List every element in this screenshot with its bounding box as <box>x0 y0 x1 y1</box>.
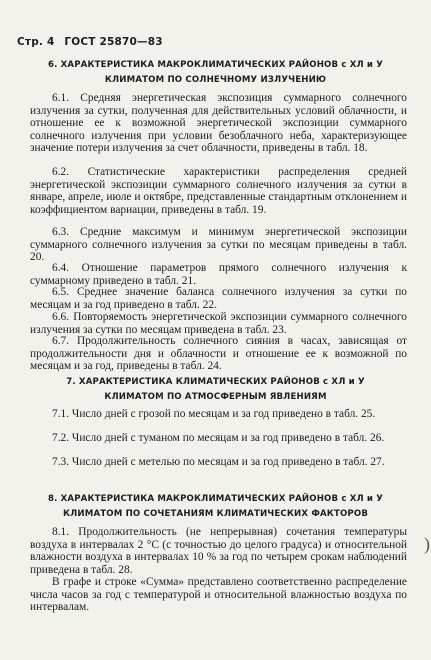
paragraph-6-3: 6.3. Средние максимум и минимум энергетической экспозиции суммарного солнечного излучения за сутки по месяцам приведены в табл. 20. <box>30 226 407 264</box>
paragraph-7-2: 7.2. Число дней с туманом по месяцам и за год приведено в табл. 26. <box>52 432 385 444</box>
section-6-heading <box>20 58 411 88</box>
section-8-heading-line2: КЛИМАТОМ ПО СОЧЕТАНИЯМ КЛИМАТИЧЕСКИХ ФАКТОРОВ <box>62 509 369 519</box>
section-7-heading-line2: КЛИМАТОМ ПО АТМОСФЕРНЫМ ЯВЛЕНИЯМ <box>104 392 327 402</box>
margin-scan-mark: ) <box>424 534 430 554</box>
page-header <box>17 36 169 48</box>
paragraph-8-1: 8.1. Продолжительность (не непрерывная) сочетания температуры воздуха в интервалах 2 °С (с точностью до целого градуса) и относительной влажности воздуха в интервалах 10 % за год по четырем срокам наблюдений приведена в табл. 28. <box>30 526 407 576</box>
paragraph-6-6: 6.6. Повторяемость энергетической экспозиции суммарного солнечного излучения за сутки по месяцам приведена в табл. 23. <box>30 311 407 336</box>
standard-code: ГОСТ 25870—83 <box>64 36 163 48</box>
paragraph-6-4: 6.4. Отношение параметров прямого солнечного излучения к суммарному приведено в табл. 21. <box>30 262 407 287</box>
section-8-heading-line1: 8. ХАРАКТЕРИСТИКА МАКРОКЛИМАТИЧЕСКИХ РАЙОНОВ с ХЛ и У <box>47 494 384 504</box>
section-7-heading <box>20 375 411 405</box>
section-6-heading-line1: 6. ХАРАКТЕРИСТИКА МАКРОКЛИМАТИЧЕСКИХ РАЙОНОВ с ХЛ и У <box>47 60 384 70</box>
section-6-heading-line2: КЛИМАТОМ ПО СОЛНЕЧНОМУ ИЗЛУЧЕНИЮ <box>104 75 327 85</box>
paragraph-6-1: 6.1. Средняя энергетическая экспозиция суммарного солнечного излучения за сутки, полученная для действительных условий облачности, и отношение ее к возможной энергетической экспозиции суммарного солнечного излучения при условии безоблачного неба, характеризующее значение потери излучения за счет облачности, приведены в табл. 18. <box>30 92 407 155</box>
paragraph-6-2: 6.2. Статистические характеристики распределения средней энергетической экспозиции суммарного солнечного излучения за сутки в январе, апреле, июле и октябре, представленные стандартным отклонением и коэффициентом вариации, приведены в табл. 19. <box>30 166 407 216</box>
paragraph-6-7: 6.7. Продолжительность солнечного сияния в часах, зависящая от продолжительности дня и облачности и отношение ее к возможной по месяцам и за год, приведены в табл. 24. <box>30 335 407 373</box>
page-number: Стр. 4 <box>17 36 55 48</box>
paragraph-7-1: 7.1. Число дней с грозой по месяцам и за год приведено в табл. 25. <box>52 408 376 420</box>
section-7-heading-line1: 7. ХАРАКТЕРИСТИКА КЛИМАТИЧЕСКИХ РАЙОНОВ с ХЛ и У <box>66 377 365 387</box>
section-8-heading <box>20 492 411 522</box>
paragraph-8-2: В графе и строке «Сумма» представлено соответственно распределение числа часов за год с температурой и относительной влажностью воздуха по интервалам. <box>30 576 407 614</box>
paragraph-6-5: 6.5. Среднее значение баланса солнечного излучения за сутки по месяцам и за год приведено в табл. 22. <box>30 286 407 311</box>
paragraph-7-3: 7.3. Число дней с метелью по месяцам и за год приведено в табл. 27. <box>52 456 385 468</box>
